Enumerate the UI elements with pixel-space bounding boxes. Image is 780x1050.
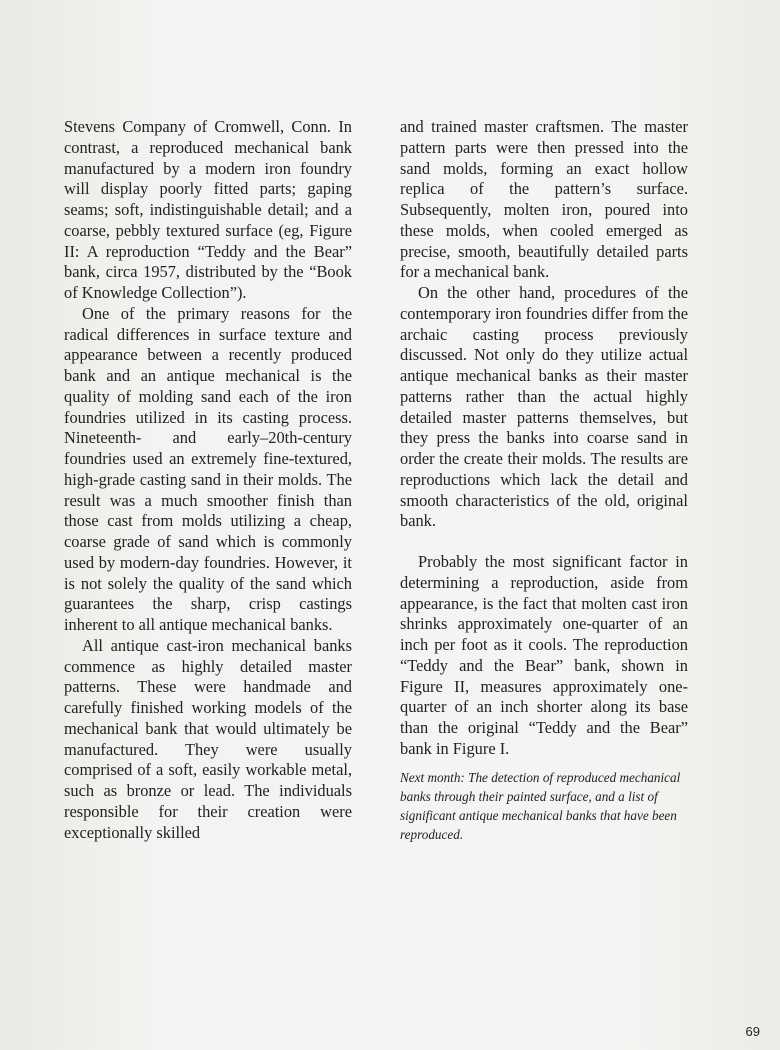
next-month-note: Next month: The detection of reproduced mechanical banks through their painted surface, and a list of significant antique mechanical banks that have been reproduced. — [400, 769, 681, 842]
paragraph-right-2: On the other hand, procedures of the contemporary iron foundries differ from the archaic casting process previously discussed. Not only do they utilize actual antique mechanical banks as their master patterns rather than the actual highly detailed master patterns themselves, but they press the banks into coarse sand in order the create their molds. The results are reproductions which lack the detail and smooth characteristics of the old, original bank. — [400, 283, 688, 531]
page-number: 69 — [745, 1024, 760, 1039]
paragraph-right-3: Probably the most significant factor in determining a reproduction, aside from appearance, is the fact that molten cast iron shrinks approximately one-quarter of an inch per foot as it cools. The reproduction “Teddy and the Bear” bank, shown in Figure II, measures approximately one-quarter of an inch shorter along its base than the original “Teddy and the Bear” bank in Figure I. — [400, 552, 688, 758]
left-column — [64, 117, 352, 843]
right-column — [400, 117, 688, 844]
paragraph-left-1: Stevens Company of Cromwell, Conn. In contrast, a reproduced mechanical bank manufactured by a modern iron foundry will display poorly fitted parts; gaping seams; soft, indistinguishable detail; and a coarse, pebbly textured surface (eg, Figure II: A reproduction “Teddy and the Bear” bank, circa 1957, distributed by the “Book of Knowledge Collection”). — [64, 117, 352, 302]
paragraph-right-1: and trained master craftsmen. The master pattern parts were then pressed into the sand molds, forming an exact hollow replica of the pattern’s surface. Subsequently, molten iron, poured into these molds, when cooled emerged as precise, smooth, beautifully detailed parts for a mechanical bank. — [400, 117, 688, 282]
paragraph-left-3: All antique cast-iron mechanical banks commence as highly detailed master patterns. These were handmade and carefully finished working models of the mechanical bank that would ultimately be manufactured. They were usually comprised of a soft, easily workable metal, such as bronze or lead. The individuals responsible for their creation were exceptionally skilled — [64, 635, 352, 842]
paragraph-left-2: One of the primary reasons for the radical differences in surface texture and appearance between a recently produced bank and an antique mechanical is the quality of molding sand each of the iron foundries utilized in its casting process. Nineteenth- and early–20th-century foundries used an extremely fine-textured, high-grade casting sand in their molds. The result was a much smoother finish than those cast from molds utilizing a cheap, coarse grade of sand which is commonly used by modern-day foundries. However, it is not solely the quality of the sand which guarantees the sharp, crisp castings inherent to all antique mechanical banks. — [64, 303, 352, 634]
